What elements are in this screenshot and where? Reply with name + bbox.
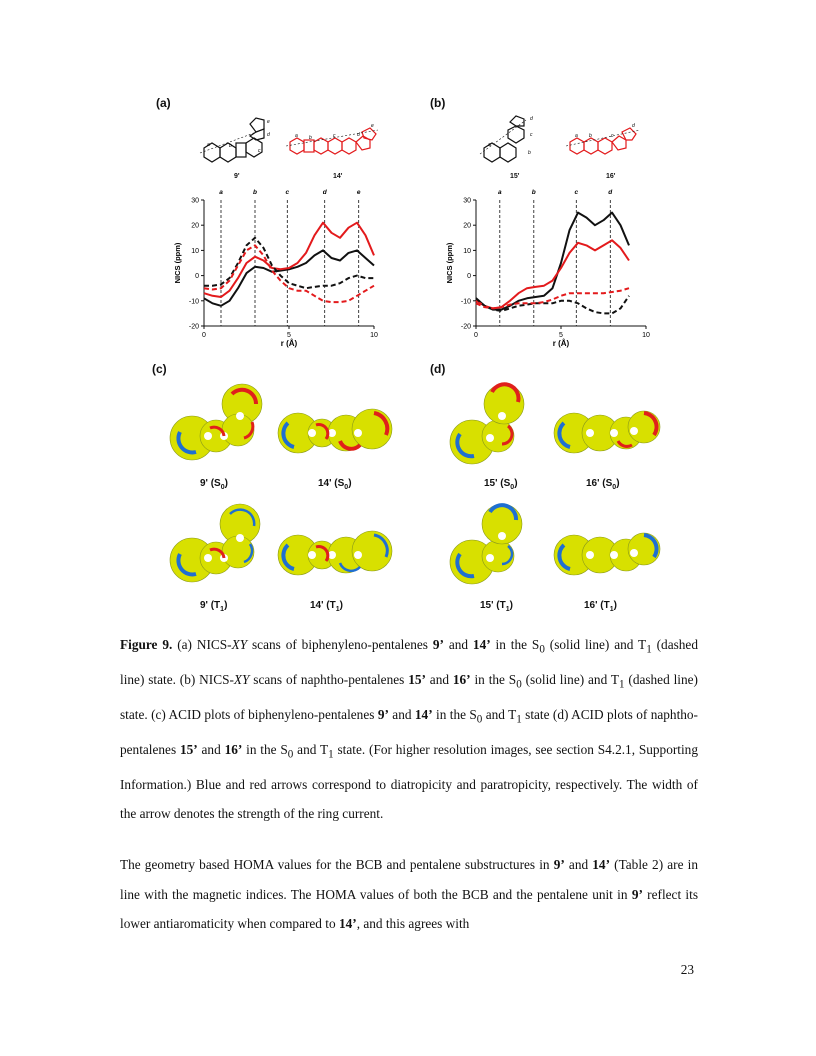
y-tick-label: 30 — [191, 197, 199, 205]
ring-letter: d — [530, 116, 533, 122]
acid-label-16-t1: 16' $(T_1)$ — [584, 600, 617, 613]
acid-label-15-s0: 15' $(S_0)$ — [484, 478, 518, 491]
ring-letter: c — [258, 148, 261, 154]
ring-position-label: c — [574, 189, 579, 196]
ring-letter: c — [333, 133, 336, 139]
acid-plot-15-s0 — [444, 380, 530, 470]
x-axis-label: r (Å) — [552, 339, 570, 348]
molecule-label-14: 14' — [333, 173, 343, 180]
figure-caption: Figure 9. (a) NICS-XY scans of biphenyleno-pentalenes 9’ and 14’ in the $S_0$ (solid line) and $T_1$ (dashed line) state. (b) NICS-XY scans of naphtho-pentalenes 15’ and 16’ in the $S_0$ (solid line) and $T_1$ (dashed line) state. (c) ACID plots of biphenyleno-pentalenes 9’ and 14’ in the $S_0$ and $T_1$ state (d) ACID plots of naphtho-pentalenes 15’ and 16’ in the $S_0$ and $T_1$ state. (For higher resolution images, see section S4.2.1, Supporting Information.) Blue and red arrows correspond to diatropicity and paratropicity, respectively. The width of the arrow denotes the strength of the ring current. — [120, 637, 698, 822]
ring-letter: d — [632, 123, 635, 129]
ring-letter: a — [207, 142, 210, 148]
x-tick-label: 10 — [370, 332, 378, 339]
molecule-label-9: 9' — [234, 173, 240, 180]
y-tick-label: 0 — [195, 273, 199, 281]
ring-letter: b — [309, 135, 312, 141]
panel-label-a: (a) — [156, 96, 171, 110]
body-paragraph: The geometry based HOMA values for the BCB and pentalene substructures in 9’ and 14’ (Table 2) are in line with the magnetic indices. The HOMA values of both the BCB and the pentalene unit in 9’ reflect its lower antiaromaticity when compared to 14’, and this agrees with — [120, 857, 698, 931]
ring-position-label: a — [497, 189, 502, 196]
y-tick-label: 10 — [463, 247, 471, 255]
x-tick-label: 5 — [559, 332, 563, 339]
nics-chart-b — [440, 182, 662, 354]
ring-letter: e — [371, 123, 374, 129]
ring-letter: b — [589, 133, 592, 139]
molecule-16-structure — [566, 118, 656, 166]
ring-letter: a — [295, 133, 298, 139]
ring-position-label: e — [356, 189, 361, 196]
acid-label-14-s0: 14' $(S_0)$ — [318, 478, 352, 491]
y-tick-label: 30 — [463, 197, 471, 205]
x-tick-label: 5 — [287, 332, 291, 339]
y-tick-label: -20 — [460, 323, 471, 331]
ring-position-label: d — [322, 189, 327, 196]
molecule-15-structure — [478, 110, 548, 172]
acid-plot-14-s0 — [276, 395, 400, 470]
panel-label-b: (b) — [430, 96, 446, 110]
ring-letter: d — [357, 132, 360, 138]
ring-position-label: a — [219, 189, 223, 196]
ring-letter: d — [267, 132, 270, 138]
ring-letter: b — [229, 143, 232, 149]
acid-plot-15-t1 — [444, 498, 530, 590]
x-tick-label: 0 — [474, 332, 478, 339]
ring-letter: c — [611, 133, 614, 139]
acid-label-9-t1: 9' $(T_1)$ — [200, 600, 228, 613]
y-tick-label: -10 — [460, 298, 471, 306]
y-tick-label: -20 — [188, 323, 199, 331]
acid-plot-16-t1 — [552, 515, 662, 590]
x-tick-label: 10 — [642, 332, 650, 339]
ring-position-label: d — [608, 189, 613, 196]
ring-position-label: b — [531, 189, 536, 196]
molecule-label-15: 15' — [510, 173, 520, 180]
y-axis-label: NICS (ppm) — [173, 242, 182, 284]
y-tick-label: 10 — [191, 247, 199, 255]
series-line — [204, 223, 374, 297]
acid-plot-9-s0 — [160, 380, 272, 470]
x-tick-label: 0 — [202, 332, 206, 339]
y-tick-label: -10 — [188, 298, 199, 306]
ring-position-label: c — [285, 189, 290, 196]
panel-label-d: (d) — [430, 362, 446, 376]
y-tick-label: 20 — [463, 222, 471, 230]
series-line — [476, 213, 629, 310]
molecule-label-16: 16' — [606, 173, 616, 180]
ring-position-label: b — [253, 189, 257, 196]
series-line — [476, 240, 629, 308]
molecule-14-structure — [286, 118, 382, 166]
y-axis-label: NICS (ppm) — [445, 242, 454, 284]
acid-plot-16-s0 — [552, 395, 662, 470]
y-tick-label: 0 — [467, 273, 471, 281]
series-line — [476, 296, 629, 314]
acid-plot-9-t1 — [160, 498, 272, 590]
molecule-9-structure — [198, 110, 278, 172]
ring-letter: a — [488, 142, 491, 148]
y-tick-label: 20 — [191, 222, 199, 230]
acid-label-9-s0: 9' $(S_0)$ — [200, 478, 228, 491]
x-axis-label: r (Å) — [280, 339, 298, 348]
ring-letter: c — [530, 132, 533, 138]
acid-label-16-s0: 16' $(S_0)$ — [586, 478, 620, 491]
ring-letter: b — [528, 150, 531, 156]
nics-chart-a — [168, 182, 390, 354]
acid-label-15-t1: 15' $(T_1)$ — [480, 600, 513, 613]
series-line — [476, 288, 629, 308]
ring-letter: e — [267, 119, 270, 125]
page-number: 23 — [680, 962, 694, 977]
acid-plot-14-t1 — [276, 515, 400, 590]
panel-label-c: (c) — [152, 362, 167, 376]
acid-label-14-t1: 14' $(T_1)$ — [310, 600, 343, 613]
ring-letter: a — [575, 133, 578, 139]
